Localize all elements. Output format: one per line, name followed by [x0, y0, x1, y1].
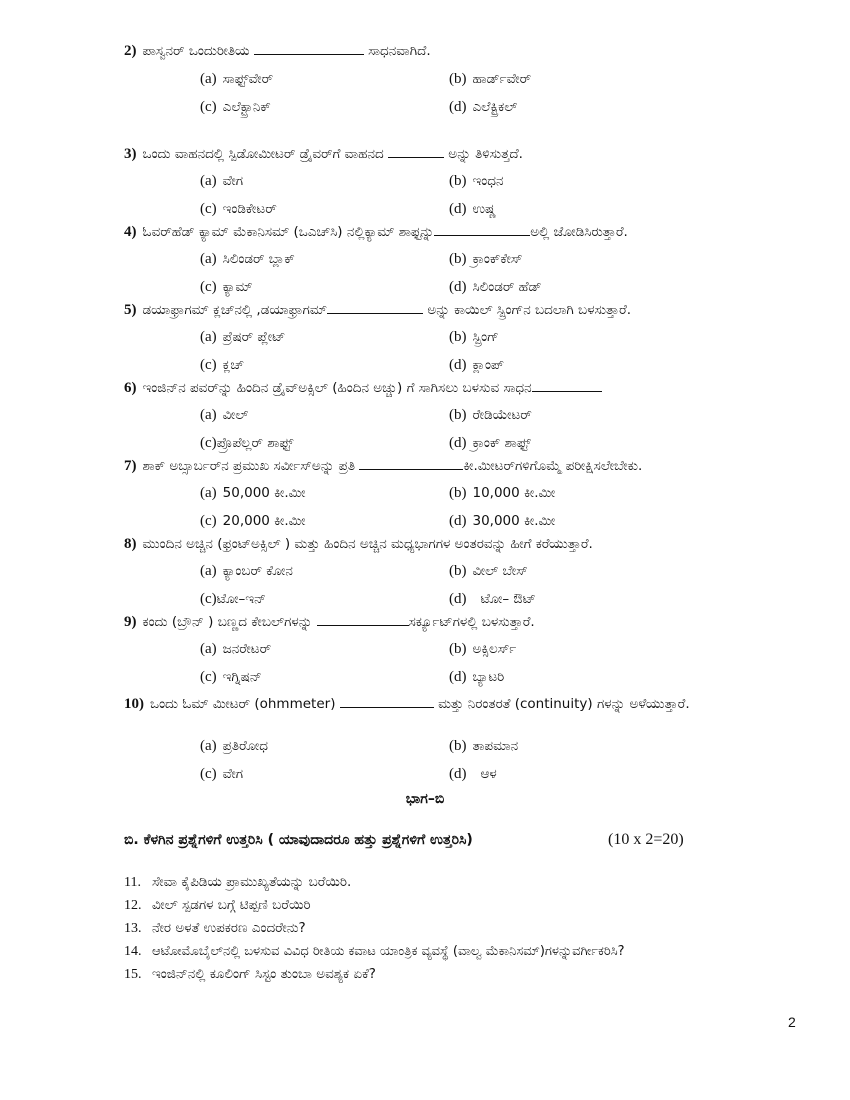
option-c: (c) ವೇಗ [200, 766, 244, 782]
answer-blank [327, 301, 423, 314]
short-question: 13. ನೇರ ಅಳತೆ ಉಪಕರಣ ಎಂದರೇನು? [124, 920, 306, 936]
question-number: 3) [124, 146, 137, 162]
answer-blank [317, 613, 409, 626]
option-c: (c) ಕ್ಲಚ್ [200, 357, 244, 373]
question-text-after: ಕೀ.ಮೀಟರ್‌ಗಳಿಗೊಮ್ಮೆ ಪರೀಕ್ಷಿಸಲೇಬೇಕು. [463, 458, 643, 474]
answer-blank [388, 145, 444, 158]
question-number: 4) [124, 224, 137, 240]
short-question: 12. ವೀಲ್ ಸ್ಪಡಗಳ ಬಗ್ಗೆ ಟಿಪ್ಪಣಿ ಬರೆಯಿರಿ [124, 897, 311, 913]
option-d: (d) ಕ್ಲಾಂಪ್ [449, 357, 504, 373]
option-a: (a) ಕ್ಯಾಂಬರ್ ಕೋನ [200, 563, 293, 579]
question-text: ಓವರ್‌ಹೆಡ್ ಕ್ಯಾಮ್ ಮೆಕಾನಿಸಮ್ (ಒಎಚ್‌ಸಿ) ನಲ್ಲಿಕ್ಯಾಮ್ ಶಾಫ್ಟನ್ನು [142, 224, 435, 240]
question-text-after: ಅನ್ನು ತಿಳಿಸುತ್ತದೆ. [448, 146, 523, 162]
option-d: (d) ಎಲೆಕ್ಟ್ರಿಕಲ್ [449, 99, 518, 115]
question-text-after: ಸರ್ಕ್ಯೂಟ್‌ಗಳಲ್ಲಿ ಬಳಸುತ್ತಾರೆ. [408, 614, 535, 630]
option-c: (c) ಇಂಡಿಕೇಟರ್ [200, 201, 277, 217]
option-d: (d) ಬ್ಯಾಟರಿ [449, 669, 505, 685]
option-a: (a) ಪ್ರತಿರೋಧ [200, 738, 268, 754]
option-a: (a) ವೇಗ [200, 173, 244, 189]
question-text-after: ಅಲ್ಲಿ ಜೋಡಿಸಿರುತ್ತಾರೆ. [530, 224, 628, 240]
option-c: (c)ಪ್ರೊಪೆಲ್ಲರ್ ಶಾಫ್ಟ್ [200, 435, 294, 451]
question-5 [124, 301, 631, 319]
question-number: 8) [124, 536, 137, 552]
question-9 [124, 613, 535, 631]
option-a: (a) ವೀಲ್ [200, 407, 249, 423]
answer-blank [532, 379, 602, 392]
option-c: (c) 20,000 ಕೀ.ಮೀ [200, 513, 306, 529]
option-a: (a) ಜನರೇಟರ್ [200, 641, 272, 657]
question-text: ಶಾಕ್ ಅಬ್ಸಾರ್ಬರ್‌ನ ಪ್ರಮುಖ ಸರ್ವೀಸ್‌ಅನ್ನು ಪ್ರತಿ [142, 458, 356, 474]
option-c: (c) ಇಗ್ನಿಷನ್ [200, 669, 262, 685]
question-text: ಇಂಜಿನ್‌ನ ಪವರ್‌ನ್ನು ಹಿಂದಿನ ಡ್ರೈವ್‌ಅಕ್ಸಿಲ್ (ಹಿಂದಿನ ಅಚ್ಚು) ಗೆ ಸಾಗಿಸಲು ಬಳಸುವ ಸಾಧನ [142, 380, 532, 396]
question-text: ಕಂದು (ಬ್ರೌನ್ ) ಬಣ್ಣದ ಕೇಬಲ್‌ಗಳನ್ನು [142, 614, 313, 630]
question-text: ಒಂದು ಓಮ್ ಮೀಟರ್ (ohmmeter) [150, 696, 336, 712]
option-b: (b) ವೀಲ್ ಬೇಸ್ [449, 563, 528, 579]
option-c: (c)ಟೋ–ಇನ್ [200, 591, 266, 607]
question-2 [124, 42, 431, 60]
answer-blank [340, 695, 434, 708]
section-marks: (10 x 2=20) [608, 831, 684, 848]
question-7 [124, 457, 642, 475]
page-number: 2 [788, 1014, 796, 1030]
short-question: 15. ಇಂಜಿನ್‌ನಲ್ಲಿ ಕೂಲಿಂಗ್ ಸಿಸ್ಟಂ ತುಂಬಾ ಅವಶ್ಯಕ ಏಕೆ? [124, 966, 376, 982]
answer-blank [254, 42, 364, 55]
question-number: 10) [124, 696, 144, 712]
option-d: (d) ಕ್ರಾಂಕ್ ಶಾಫ್ಟ್ [449, 435, 531, 451]
question-text: ಮುಂದಿನ ಅಚ್ಚಿನ (ಫ್ರಂಟ್‌ಅಕ್ಸಿಲ್ ) ಮತ್ತು ಹಿಂದಿನ ಅಚ್ಚಿನ ಮಧ್ಯಭಾಗಗಳ ಅಂತರವನ್ನು ಹೀಗೆ ಕರೆಯುತ್ತಾರೆ. [142, 536, 593, 552]
option-b: (b) ಕ್ರಾಂಕ್‌ಕೇಸ್ [449, 251, 523, 267]
option-b: (b) ಹಾರ್ಡ್‌ವೇರ್ [449, 71, 532, 87]
question-6 [124, 379, 602, 397]
question-3 [124, 145, 523, 163]
question-number: 2) [124, 43, 137, 59]
option-a: (a) ಪ್ರೆಷರ್ ಪ್ಲೇಟ್ [200, 329, 286, 345]
question-8 [124, 535, 593, 553]
question-10 [124, 695, 690, 713]
question-text: ಒಂದು ವಾಹನದಲ್ಲಿ ಸ್ಪಿಡೋಮೀಟರ್ ಡ್ರೈವರ್‌ಗೆ ವಾಹನದ [142, 146, 384, 162]
question-number: 6) [124, 380, 137, 396]
option-b: (b) ಇಂಧನ [449, 173, 504, 189]
section-title: ಭಾಗ–ಬಿ [405, 791, 445, 807]
option-b: (b) ಸ್ಪ್ರಿಂಗ್ [449, 329, 499, 345]
question-4 [124, 223, 628, 241]
section-instruction: ಬಿ. ಕೆಳಗಿನ ಪ್ರಶ್ನೆಗಳಿಗೆ ಉತ್ತರಿಸಿ ( ಯಾವುದಾದರೂ ಹತ್ತು ಪ್ರಶ್ನೆಗಳಿಗೆ ಉತ್ತರಿಸಿ) [124, 832, 473, 848]
question-number: 9) [124, 614, 137, 630]
option-b: (b) ತಾಪಮಾನ [449, 738, 519, 754]
question-number: 7) [124, 458, 137, 474]
option-c: (c) ಎಲೆಕ್ಟ್ರಾನಿಕ್ [200, 99, 271, 115]
answer-blank [359, 457, 463, 470]
option-b: (b) ಅಕ್ಸಿಲರ್ಸ್ [449, 641, 517, 657]
answer-blank [434, 223, 530, 236]
question-text: ಡಯಾಫ್ರಾಗಮ್ ಕ್ಲಚ್‌ನಲ್ಲಿ ,ಡಯಾಫ್ರಾಗಮ್ [142, 302, 328, 318]
option-d: (d) 30,000 ಕೀ.ಮೀ [449, 513, 556, 529]
option-d: (d) ಟೋ– ಔಟ್ [449, 591, 536, 607]
option-d: (d) ಉಷ್ಣ [449, 201, 497, 217]
option-d: (d) ಸಿಲಿಂಡರ್ ಹೆಡ್ [449, 279, 542, 295]
option-a: (a) ಸಿಲಿಂಡರ್ ಬ್ಲಾಕ್ [200, 251, 295, 267]
option-d: (d) ಆಳ [449, 766, 497, 782]
question-text-after: ಅನ್ನು ಕಾಯಿಲ್ ಸ್ಪ್ರಿಂಗ್‌ನ ಬದಲಾಗಿ ಬಳಸುತ್ತಾರೆ. [427, 302, 632, 318]
short-question: 14. ಆಟೋಮೊಬೈಲ್‌ನಲ್ಲಿ ಬಳಸುವ ವಿವಿಧ ರೀತಿಯ ಕವಾಟ ಯಾಂತ್ರಿಕ ವ್ಯವಸ್ಥೆ (ವಾಲ್ವ ಮೆಕಾನಿಸಮ್)ಗಳನ್ನುವರ್ಗೀಕರಿಸಿ? [124, 944, 625, 959]
option-a: (a) 50,000 ಕೀ.ಮೀ [200, 485, 306, 501]
question-number: 5) [124, 302, 137, 318]
option-a: (a) ಸಾಫ್ಟ್‌ವೇರ್ [200, 71, 274, 87]
option-b: (b) ರೇಡಿಯೇಟರ್ [449, 407, 532, 423]
option-b: (b) 10,000 ಕೀ.ಮೀ [449, 485, 556, 501]
question-text-after: ಸಾಧನವಾಗಿದೆ. [368, 43, 431, 59]
question-text: ಪಾಸ್ವನರ್ ಒಂದುರೀತಿಯ [142, 43, 250, 59]
question-text-after: ಮತ್ತು ನಿರಂತರತೆ (continuity) ಗಳನ್ನು ಅಳೆಯುತ್ತಾರೆ. [438, 696, 690, 712]
short-question: 11. ಸೇವಾ ಕೈಪಿಡಿಯ ಪ್ರಾಮುಖ್ಯತೆಯನ್ನು ಬರೆಯಿರಿ. [124, 874, 352, 890]
option-c: (c) ಕ್ಯಾಮ್ [200, 279, 253, 295]
